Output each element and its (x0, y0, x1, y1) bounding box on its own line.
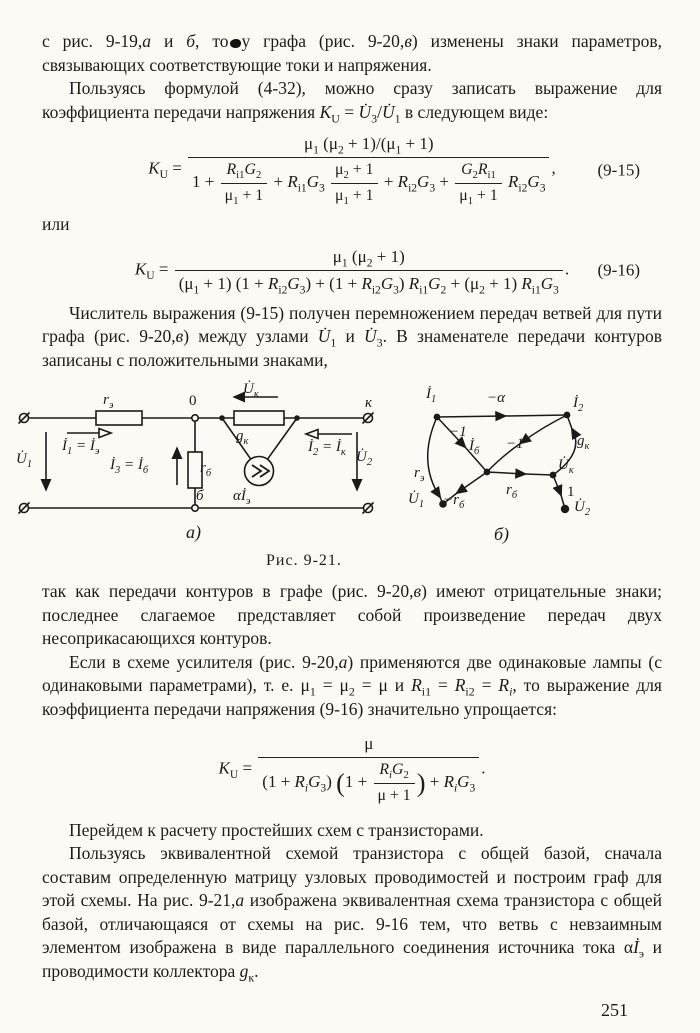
figure-sublabel-b: б) (494, 524, 510, 545)
circuit-label-source: $\alpha İ_э$ (233, 488, 251, 508)
circuit-label-u2: $U̇_2$ (356, 449, 373, 469)
paragraph-transistor-scheme: Пользуясь эквивалентной схемой транзистора с общей базой, сначала составим определенную матрицу узловых проводимостей и построим граф для этой схемы. На рис. 9-21,а изображена эквивалентная схема транзистора с общей базой, отличающаяся от схемы на рис. 9-16 тем, что ветвь с невзаимным элементом изображена в виде параллельного соединения источника тока $\alpha İ_э$ и проводимости коллектора $g_к$. (42, 843, 662, 985)
page-number: 251 (601, 1000, 628, 1021)
graph-label-i1: $İ_1$ (426, 386, 437, 406)
figure-9-21 (0, 382, 700, 574)
graph-label-one: 1 (567, 484, 575, 501)
circuit-label-u1: $U̇_1$ (16, 451, 33, 471)
equation-9-15-body: $K_U$ = $\mu_1$ $(\mu_2 + 1)/(\mu_1 + 1)$ 1 + $\frac{R_{i1}G_2}{\mu_1 + 1}$ + $R_{i1}G_3$ $\frac{\mu_2 + 1}{\mu_1 + 1}$ + $R_{i2}G_3$ + $\frac{G_2R_{i1}}{\mu_1 + 1}$ $R_{i2}G_3$ , (148, 134, 556, 207)
equation-9-16 (42, 246, 662, 295)
graph-label-u1: $U̇_1$ (408, 491, 425, 511)
circuit-label-current-in: $İ_1$ = $İ_э$ (62, 438, 100, 458)
circuit-label-current-base: $İ_3$ = $İ_б$ (110, 457, 149, 477)
paragraph-numerator-explanation: Числитель выражения (9-15) получен перемножением передач ветвей для пути графа (рис. 9-20,в) между узлами $U̇_1$ и $U̇_3$. В знаменателе передачи контуров записаны с положительными знаками, (42, 302, 662, 370)
circuit-label-node-zero: 0 (189, 393, 197, 410)
paragraph-loop-signs: так как передачи контуров в графе (рис. 9-20,в) имеют отрицательные знаки; последнее слагаемое представляет собой произведение передач двух несоприкасающихся контуров. (42, 581, 662, 649)
equation-9-16-number: (9-16) (597, 260, 640, 280)
current-source-icon (245, 457, 274, 486)
circuit-label-r-base: $r_б$ (200, 460, 212, 480)
graph-label-u-collector: $U̇_к$ (558, 457, 574, 477)
graph-label-minus-one-a: −1 (449, 424, 467, 441)
graph-label-minus-alpha: −α (487, 390, 505, 407)
equation-simplified-body: $K_U$ = μ $(1 + R_iG_3)$ (1 + $\frac{R_iG_2}{\mu + 1}$ ) + $R_iG_3$ . (218, 734, 486, 805)
graph-label-i2: $İ_2$ (573, 395, 584, 415)
resistor-g-collector-icon (234, 411, 284, 425)
graph-label-r-base: $r_б$ (506, 482, 518, 502)
equation-9-16-body: $K_U$ = $\frac{\mu_1 (\mu_2 + 1)}{(\mu_1 + 1) (1 + R_{i2}G_3) + (1 + R_{i2}G_3) R_{i1}G_2 + (\mu_2 + 1) R_{i1}G_3}$ . (134, 246, 570, 297)
figure-caption: Рис. 9-21. (266, 552, 342, 570)
graph-label-u2: $U̇_2$ (574, 499, 591, 519)
circuit-label-current-out: $İ_2$ = $İ_к$ (308, 439, 346, 459)
graph-label-ib: $İ_б$ (469, 438, 480, 458)
circuit-label-u-collector: $U̇_к$ (243, 381, 259, 401)
graph-label-minus-r-base: $-r_б$ (443, 492, 465, 512)
resistor-r-emitter-icon (96, 411, 142, 425)
circuit-label-g-collector: $g_к$ (236, 428, 249, 448)
equation-9-15 (42, 133, 662, 206)
equation-simplified (42, 733, 662, 806)
equation-9-15-number: (9-15) (597, 159, 640, 179)
graph-label-g-collector: $g_к$ (577, 433, 590, 453)
paragraph-intro-continued: с рис. 9-19,а и б, то у графа (рис. 9-20,в) изменены знаки параметров, связывающих соответствующие токи и напряжения. (42, 31, 662, 75)
figure-sublabel-a: а) (186, 522, 201, 543)
circuit-label-r-emitter: $r_э$ (103, 392, 114, 412)
paragraph-formula-intro: Пользуясь формулой (4-32), можно сразу записать выражение для коэффициента передачи напряжения $K_U$ = $U̇_3/U̇_1$ в следующем виде: (42, 78, 662, 125)
paragraph-transistor-intro: Перейдем к расчету простейших схем с транзисторами. (69, 819, 484, 840)
graph-label-r-emitter: $r_э$ (414, 465, 425, 485)
graph-label-minus-one-b: −1 (506, 436, 524, 453)
circuit-label-node-collector: к (365, 395, 373, 412)
flow-graph-svg (415, 382, 665, 542)
word-or: или (42, 214, 70, 235)
circuit-label-node-base: б (196, 488, 204, 505)
paragraph-identical-tubes: Если в схеме усилителя (рис. 9-20,а) применяются две одинаковые лампы (с одинаковыми параметрами), т. е. $\mu_1 = \mu_2 = \mu$ и $R_{i1} = R_{i2} = R_i$, то выражение для коэффициента передачи напряжения (9-16) значительно упрощается: (42, 651, 663, 719)
